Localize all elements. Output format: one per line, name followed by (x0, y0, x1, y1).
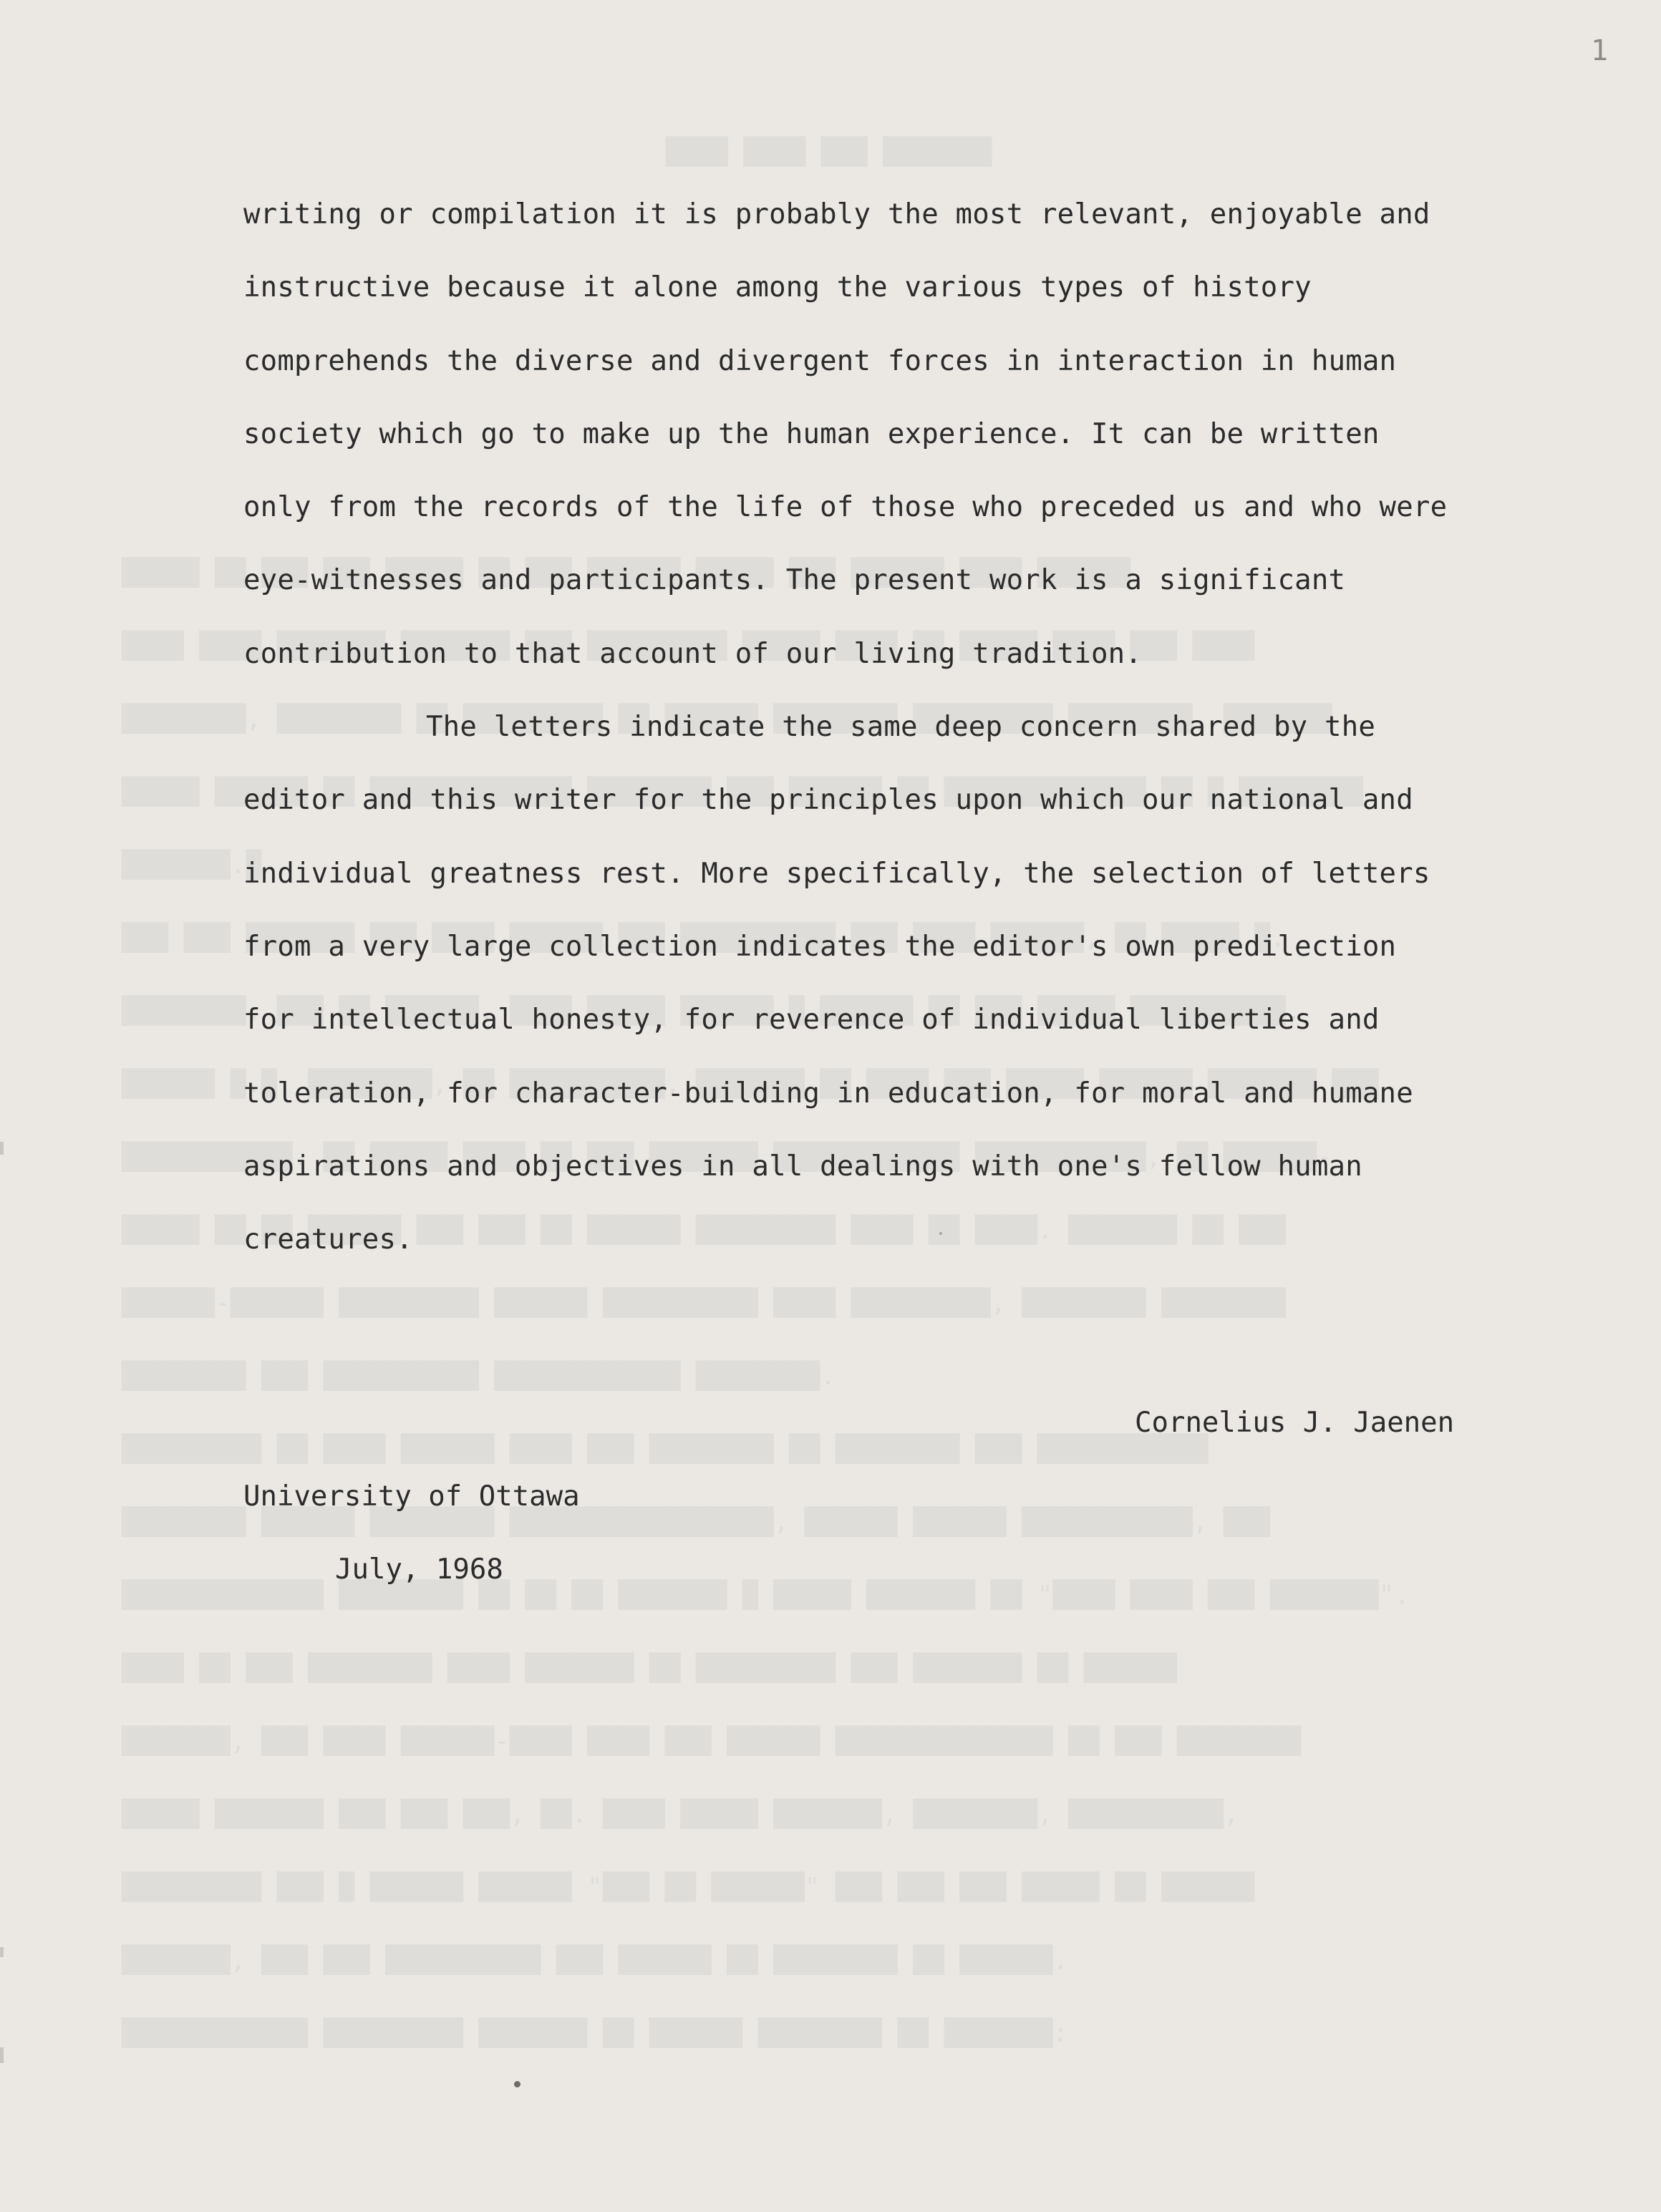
page-edge-mark (0, 1142, 4, 1155)
text-line: from a very large collection indicates the editor's own predilection (243, 930, 1397, 963)
author-affiliation: University of Ottawa (243, 1480, 580, 1513)
text-line: instructive because it alone among the various types of history (243, 271, 1312, 304)
text-line: eye-witnesses and participants. The present work is a significant (243, 564, 1346, 597)
page-edge-mark (0, 1947, 4, 1957)
text-line: comprehends the diverse and divergent forces in interaction in human (243, 344, 1397, 377)
text-line: contribution to that account of our living tradition. (243, 637, 1143, 670)
ink-speck (939, 1232, 942, 1235)
bleed-through-title (666, 137, 992, 167)
page-edge-mark (0, 2047, 4, 2063)
text-line: toleration, for character-building in education, for moral and humane (243, 1077, 1413, 1110)
text-line: aspirations and objectives in all dealings with one's fellow human (243, 1150, 1362, 1183)
body-text (243, 193, 1575, 1291)
text-line: society which go to make up the human experience. It can be written (243, 417, 1380, 450)
ink-speck (514, 2081, 520, 2087)
document-date: July, 1968 (335, 1553, 503, 1586)
paragraph (243, 193, 1575, 706)
page-number: 1 (1591, 34, 1609, 67)
text-line: only from the records of the life of those who preceded us and who were (243, 491, 1448, 524)
text-line: editor and this writer for the principles upon which our national and (243, 784, 1413, 817)
text-line: The letters indicate the same deep concern shared by the (426, 711, 1376, 744)
text-line: writing or compilation it is probably the most relevant, enjoyable and (243, 198, 1430, 231)
text-line: creatures. (243, 1223, 413, 1256)
text-line: for intellectual honesty, for reverence of individual liberties and (243, 1004, 1380, 1037)
text-line: individual greatness rest. More specifically, the selection of letters (243, 857, 1430, 890)
author-signature: Cornelius J. Jaenen (1135, 1407, 1455, 1439)
paragraph (243, 706, 1575, 1291)
